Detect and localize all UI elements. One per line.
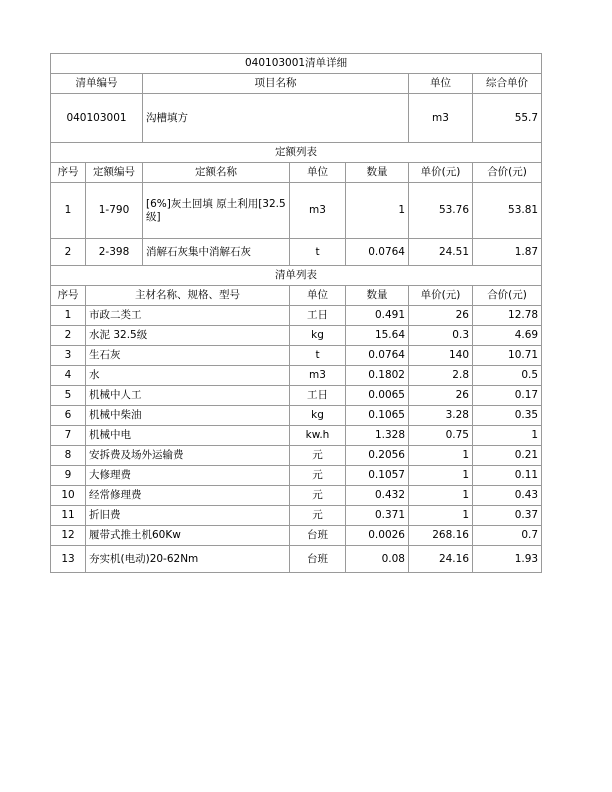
list-name: 生石灰	[86, 346, 290, 366]
list-qty: 0.0026	[346, 526, 409, 546]
quota-no: 2	[51, 239, 86, 266]
list-qty: 0.432	[346, 486, 409, 506]
list-unit: 元	[290, 466, 346, 486]
list-total: 0.21	[473, 446, 542, 466]
list-qty: 0.0764	[346, 346, 409, 366]
list-row	[51, 346, 542, 366]
list-unit: kg	[290, 326, 346, 346]
list-price: 268.16	[409, 526, 473, 546]
list-row	[51, 546, 542, 573]
list-qty: 0.371	[346, 506, 409, 526]
list-no: 2	[51, 326, 86, 346]
list-unit: m3	[290, 366, 346, 386]
item-price: 55.7	[473, 94, 542, 143]
list-unit: 元	[290, 446, 346, 466]
list-unit: 工日	[290, 306, 346, 326]
list-total: 1	[473, 426, 542, 446]
list-qty: 0.08	[346, 546, 409, 573]
list-name: 履带式推土机60Kw	[86, 526, 290, 546]
quota-code: 2-398	[86, 239, 143, 266]
quota-header-cell: 数量	[346, 163, 409, 183]
list-row	[51, 326, 542, 346]
quota-unit: m3	[290, 183, 346, 239]
list-name: 市政二类工	[86, 306, 290, 326]
list-unit: kw.h	[290, 426, 346, 446]
list-name: 机械中电	[86, 426, 290, 446]
quota-section-row	[51, 143, 542, 163]
list-name: 水泥 32.5级	[86, 326, 290, 346]
quota-section-title: 定额列表	[51, 143, 542, 163]
quota-code: 1-790	[86, 183, 143, 239]
quota-price: 24.51	[409, 239, 473, 266]
quota-row	[51, 183, 542, 239]
list-no: 12	[51, 526, 86, 546]
list-no: 6	[51, 406, 86, 426]
list-header-cell: 合价(元)	[473, 286, 542, 306]
list-unit: 元	[290, 486, 346, 506]
list-no: 5	[51, 386, 86, 406]
list-no: 9	[51, 466, 86, 486]
code-header: 清单编号	[51, 74, 143, 94]
list-row	[51, 486, 542, 506]
list-price: 1	[409, 466, 473, 486]
list-price: 1	[409, 486, 473, 506]
list-total: 4.69	[473, 326, 542, 346]
list-price: 24.16	[409, 546, 473, 573]
quota-header-cell: 序号	[51, 163, 86, 183]
list-total: 0.37	[473, 506, 542, 526]
list-price: 26	[409, 386, 473, 406]
list-row	[51, 466, 542, 486]
list-no: 1	[51, 306, 86, 326]
list-qty: 0.491	[346, 306, 409, 326]
list-section-title: 清单列表	[51, 266, 542, 286]
list-unit: 元	[290, 506, 346, 526]
quota-no: 1	[51, 183, 86, 239]
item-unit: m3	[409, 94, 473, 143]
list-total: 10.71	[473, 346, 542, 366]
list-qty: 0.1065	[346, 406, 409, 426]
quota-total: 1.87	[473, 239, 542, 266]
list-total: 0.5	[473, 366, 542, 386]
list-unit: 台班	[290, 526, 346, 546]
quota-header-row	[51, 163, 542, 183]
list-unit: t	[290, 346, 346, 366]
unit-header: 单位	[409, 74, 473, 94]
list-total: 0.17	[473, 386, 542, 406]
list-name: 折旧费	[86, 506, 290, 526]
item-name: 沟槽填方	[143, 94, 409, 143]
list-no: 3	[51, 346, 86, 366]
list-total: 12.78	[473, 306, 542, 326]
list-header-cell: 序号	[51, 286, 86, 306]
list-price: 0.75	[409, 426, 473, 446]
list-price: 0.3	[409, 326, 473, 346]
quota-name: 消解石灰集中消解石灰	[143, 239, 290, 266]
list-price: 2.8	[409, 366, 473, 386]
list-header-row	[51, 286, 542, 306]
list-total: 0.43	[473, 486, 542, 506]
quota-header-cell: 单价(元)	[409, 163, 473, 183]
list-row	[51, 406, 542, 426]
list-total: 0.35	[473, 406, 542, 426]
list-no: 8	[51, 446, 86, 466]
quota-row	[51, 239, 542, 266]
list-price: 3.28	[409, 406, 473, 426]
list-no: 4	[51, 366, 86, 386]
list-total: 0.7	[473, 526, 542, 546]
list-unit: 台班	[290, 546, 346, 573]
quota-header-cell: 单位	[290, 163, 346, 183]
list-row	[51, 446, 542, 466]
list-name: 安拆费及场外运输费	[86, 446, 290, 466]
bill-detail-table	[50, 53, 542, 573]
list-name: 经常修理费	[86, 486, 290, 506]
list-qty: 0.1057	[346, 466, 409, 486]
list-header-cell: 数量	[346, 286, 409, 306]
name-header: 项目名称	[143, 74, 409, 94]
list-row	[51, 506, 542, 526]
list-name: 机械中人工	[86, 386, 290, 406]
list-row	[51, 366, 542, 386]
quota-qty: 1	[346, 183, 409, 239]
list-qty: 0.0065	[346, 386, 409, 406]
list-total: 0.11	[473, 466, 542, 486]
list-no: 13	[51, 546, 86, 573]
list-name: 夯实机(电动)20-62Nm	[86, 546, 290, 573]
list-row	[51, 306, 542, 326]
title-row	[51, 54, 542, 74]
list-price: 1	[409, 446, 473, 466]
list-header-cell: 主材名称、规格、型号	[86, 286, 290, 306]
list-qty: 15.64	[346, 326, 409, 346]
list-price: 26	[409, 306, 473, 326]
price-header: 综合单价	[473, 74, 542, 94]
list-total: 1.93	[473, 546, 542, 573]
table-title: 040103001清单详细	[51, 54, 542, 74]
list-no: 11	[51, 506, 86, 526]
list-row	[51, 386, 542, 406]
quota-header-cell: 定额编号	[86, 163, 143, 183]
list-name: 水	[86, 366, 290, 386]
list-no: 10	[51, 486, 86, 506]
quota-unit: t	[290, 239, 346, 266]
quota-header-cell: 合价(元)	[473, 163, 542, 183]
list-price: 1	[409, 506, 473, 526]
list-price: 140	[409, 346, 473, 366]
list-row	[51, 426, 542, 446]
quota-price: 53.76	[409, 183, 473, 239]
list-qty: 0.2056	[346, 446, 409, 466]
list-header-cell: 单位	[290, 286, 346, 306]
list-no: 7	[51, 426, 86, 446]
item-row	[51, 94, 542, 143]
list-section-row	[51, 266, 542, 286]
list-name: 大修理费	[86, 466, 290, 486]
list-qty: 0.1802	[346, 366, 409, 386]
quota-header-cell: 定额名称	[143, 163, 290, 183]
list-name: 机械中柴油	[86, 406, 290, 426]
list-qty: 1.328	[346, 426, 409, 446]
quota-name: [6%]灰土回填 原土利用[32.5级]	[143, 183, 290, 239]
list-unit: 工日	[290, 386, 346, 406]
header-row	[51, 74, 542, 94]
item-code: 040103001	[51, 94, 143, 143]
list-row	[51, 526, 542, 546]
list-header-cell: 单价(元)	[409, 286, 473, 306]
quota-total: 53.81	[473, 183, 542, 239]
list-unit: kg	[290, 406, 346, 426]
quota-qty: 0.0764	[346, 239, 409, 266]
